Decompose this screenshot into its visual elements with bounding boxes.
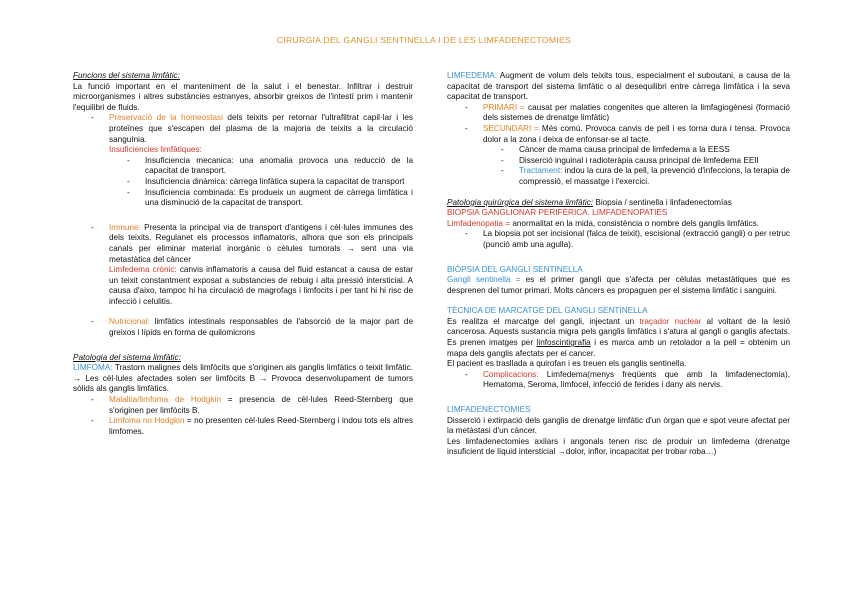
nutricional-text: limfàtics intestinals responsables de l'absorció de la major part de greixos i lípids en forma de quilomicrons (109, 317, 413, 338)
hodgkin-item: - Malaltia/limfoma de Hodgkin = presencia de cèl·lules Reed-Sternberg que s'originen per limfòcits B. (91, 395, 413, 415)
tractament-text: indou la cura de la pell, la prevenció d'infeccions, la terapia de compressió, el massatge i l'exercici. (519, 166, 790, 186)
nohodgkin-item: - Limfoma no Hodgkin = no presenten cèl·lules Reed-Sternberg i indou tots els altres limfomes. (91, 416, 413, 436)
patologia-q-text: Biopsia / sentinella i linfadenectomías (593, 197, 732, 207)
gs-label: Gangli sentinella = (447, 275, 521, 285)
secundari-text: Més comú. Provoca canvis de pell i es torna dura i tensa. Provoca dolor a la zona i deixa de enfonsar-se al tacte. (483, 123, 790, 144)
hodgkin-text: = presencia de cèl·lules Reed-Sternberg que s'originen per limfòcits B. (109, 395, 413, 415)
patologia-q-paragraph (447, 198, 790, 209)
tractament-label: Tractament: (519, 166, 563, 176)
limfedema-text: Augment de volum dels teixits tous, especialment el suboutani, a causa de la capacitat de transport del sistema limfàtic o al desequilibri entre càrrega limfàtica i la seva capacitat de transport. (447, 71, 790, 102)
linfoscintigrafia: linfoscintigrafia (536, 338, 591, 348)
nohodgkin-label: Limfoma no Hodgkin (109, 416, 185, 426)
page-title: CIRURGIA DEL GANGLI SENTINELLA I DE LES LIMFADENECTOMIES (276, 35, 572, 45)
limfadenopatia-label: Limfadenopatia = (447, 218, 511, 228)
limfoma-text: Trastorn malignes dels limfòcits que s'originen als ganglis limfàtics o teixit limfàtic. → Les cèl·lules afectades solen ser limfòcits B → Provoca desenvolupament de tumors sòlids als ganglis limfàtics. (73, 363, 413, 394)
nutricional-label: Nutricional: (109, 317, 150, 327)
immune-label: Immune: (109, 222, 141, 232)
immune-item: - Immune: Presenta la principal via de transport d'antigens i cèl·lules immunes des dels teixits. Regulanet els processos inflamatoris, alhora que son els principals canals per eliminar material inorgànic o cèlules tumorals → sent una via metastàtica del càncer (91, 222, 413, 264)
complicacions-label: Complicacions: (483, 369, 539, 379)
complicacions-text: Limfedema(menys freqüents que amb la limfadenectomia), Hematoma, Seroma, limfocel, infecció de ferides i dany als nervis. (483, 369, 790, 390)
nutricional-item: - Nutricional: limfàtics intestinals responsables de l'absorció de la major part de greixos i lípids en forma de quilomicrons (91, 317, 413, 338)
right-column (447, 71, 790, 458)
primari-label: PRIMARI = (483, 102, 525, 112)
primari-item: - PRIMARI = causat per malaties congenites que alteren la limfagiogènesi (formació dels sistemes de drenatge limfàtic) (465, 102, 790, 123)
secundari-label: SECUNDARI = (483, 123, 539, 133)
insuf-heading: Insuficiencies limfàtiques: (109, 145, 202, 155)
limfedema-label: LIMFEDEMA: (447, 71, 498, 80)
secundari-subitem: - Disserció inguinal i radioteràpia causa principal de limfedema EEII (501, 155, 759, 165)
biopsia-gang-heading: BIOPSIA GANGLIONAR PERIFÈRICA. LIMFADENOPATIES (447, 208, 668, 218)
homeostasi-text: dels teixits per retornar l'ultrafiltrat capil·lar i les proteïnes que s'escapen del plasma de la majoria de teixits a la circulació sanguínia. (109, 113, 413, 144)
limfadenopatia-text: anormalitat en la mida, consistència o nombre dels ganglis limfàtics. (510, 218, 759, 228)
homeostasi-item: - Preservació de la homeostasi dels teixits per retornar l'ultrafiltrat capil·lar i les proteïnes que s'escapen del plasma de la majoria de teixits a la circulació sanguínia. (91, 113, 413, 144)
primari-text: causat per malaties congenites que alteren la limfagiogènesi (formació dels sistemes de drenatge limfàtic) (483, 102, 790, 123)
bgs-heading: BIÒPSIA DEL GANGLI SENTINELLA (447, 264, 583, 274)
secundari-item: - SECUNDARI = Més comú. Provoca canvis de pell i es torna dura i tensa. Provoca dolor a la zona i deixa de enfonsar-se al tacte. (465, 123, 790, 144)
insuf-item: - Insuficiencia mecanica: una anomalia provoca una reducció de la capacitat de transport. (127, 155, 413, 176)
patologia-q-heading: Patologia quirúrgica del sistema limfàtic: (447, 197, 594, 207)
funcions-heading: Funcions del sistema limfàtic: (73, 71, 180, 80)
biopsia-item: - La biopsia pot ser incisional (falca de teixit), escisional (extracció gangli) o per retruc (punció amb una agulla). (465, 229, 790, 249)
limfoma-label: LIMFOMA: (73, 363, 113, 373)
limfedema-cronic-text: canvis inflamatoris a causa del fluid estancat a causa de estar un teixit constantment exposat a substancies de rebuig i alta pressió intersticial. A causa d'aixo, tampoc hi ha circulació de magrofags i limfocits i per tant hi hi risc de infecció i celulitis. (109, 265, 413, 306)
limf-text1: Disserció i extirpació dels ganglis de drenatge limfàtic d'un òrgan que e spot veure afectat per la metàstasi d'un càncer. (447, 415, 790, 436)
insuf-item: - Insuficiencia dinàmica: càrrega linfàtica supera la capacitat de transport (127, 176, 405, 186)
tracador-nuclear: traçador nuclear (639, 316, 702, 326)
tecnica-line2: El pacient es trasllada a quirofan i es treuen els ganglis sentinella. (447, 359, 687, 369)
limfadenopatia-paragraph (447, 219, 790, 230)
complicacions-item: - Complicacions: Limfedema(menys freqüents que amb la limfadenectomia), Hematoma, Seroma, limfocel, infecció de ferides i dany als nervis. (465, 369, 790, 390)
immune-text: Presenta la principal via de transport d'antigens i cèl·lules immunes des dels teixits. Regulanet els processos inflamatoris, alhora que son els principals canals per eliminar material inorgànic o cèlules tumorals → sent una via metastàtica del càncer (109, 222, 413, 264)
left-column (73, 71, 413, 437)
homeostasi-label: Preservació de la homeostasi (109, 113, 223, 123)
limf-text2: Les limfadenectomies axilars i angonals tenen risc de produir un limfedema (drenatge insuficient de líquid intersticial →dolor, inflor, incapacitat per trobar roba…) (447, 436, 790, 457)
tractament-item: - Tractament: indou la cura de la pell, la prevenció d'infeccions, la terapia de compressió, el massatge i l'exercici. (501, 166, 790, 186)
limf-heading: LIMFADENECTOMIES (447, 405, 531, 415)
limfedema-cronic-label: Limfedema crònic: (109, 265, 177, 275)
funcions-intro: La funció important en el manteniment de la salut i el benestar. Infiltrar i destruir microorganismes i altres substàncies estranyes, absorbir greixos de l'intestí prim i mantenir l'equilibri de fluids. (73, 81, 413, 112)
limfoma-paragraph (73, 363, 413, 395)
hodgkin-label: Malaltia/limfoma de Hodgkin (109, 395, 221, 405)
patologia-heading: Patologia del sistema limfàtic: (73, 352, 181, 362)
tecnica-paragraph: Es realitza el marcatge del gangli, injectant un traçador nuclear al voltant de la lesió cancerosa. Aquests sustancia migra pels ganglis limfàtics i s'atura al gangli o ganglis afectats. Es prenen imatges per linfoscintigrafia i es marca amb un retolador a la pell = obtenim un mapa dels ganglis afectats per el cancer. (447, 316, 790, 358)
tecnica-heading: TÈCNICA DE MARCATGE DEL GANGLI SENTINELLA (447, 306, 648, 316)
insuf-item: - Insuficiencia combinada: Es produeix un augment de càrrega limfàtica i una disminució de la capacitat de transport. (127, 187, 413, 208)
nohodgkin-text: = no presenten cèl·lules Reed-Sternberg i indou tots els altres limfomes. (109, 416, 413, 436)
secundari-subitem: - Càncer de mama causa principal de limfedema a la EESS (501, 145, 730, 155)
gs-text: es el primer gangli que s'afecta per células metastàtiques que es desprenen del tumor primari. Molts càncers es propaguen per el sistema limfàtic i sanguini. (447, 275, 790, 295)
limfedema-paragraph (447, 71, 790, 103)
gs-paragraph (447, 275, 790, 296)
limfedema-cronic (73, 265, 413, 307)
